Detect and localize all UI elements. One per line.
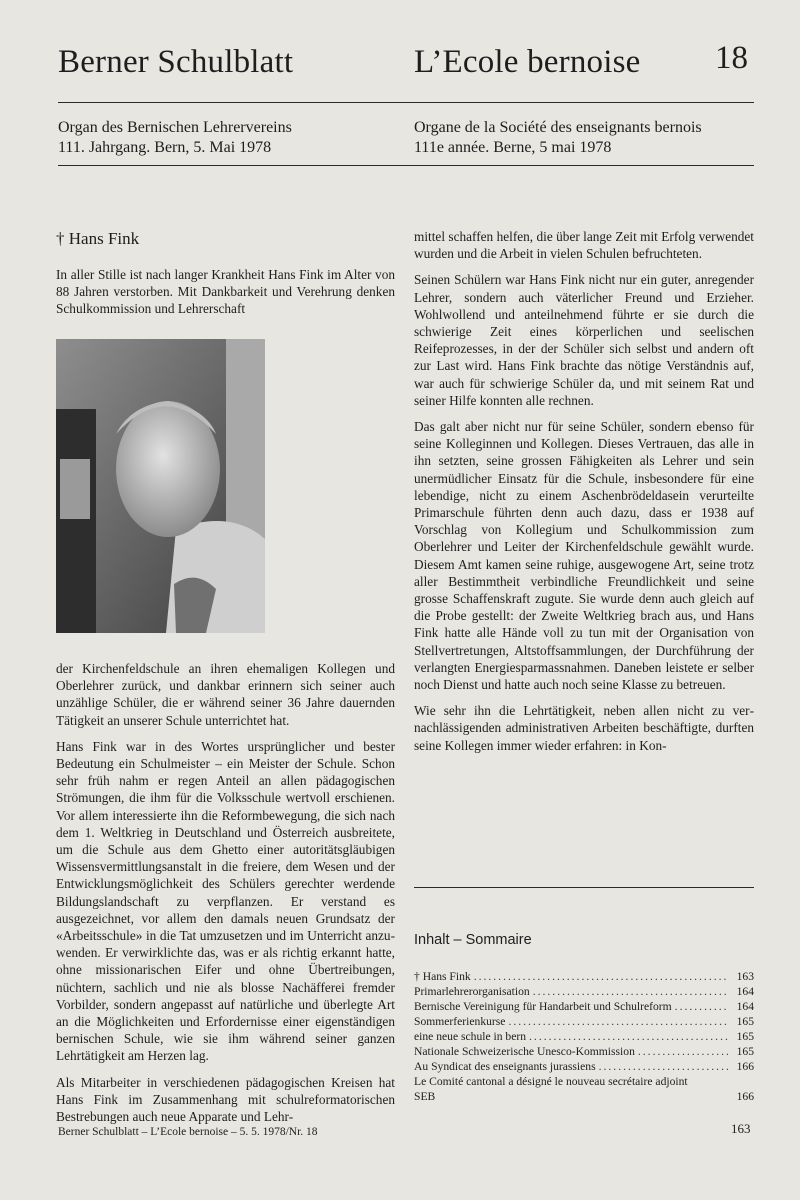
toc-entry-title: Nationale Schweizerische Unesco-Kommission [414,1045,635,1058]
toc-leader [675,999,729,1014]
toc-leader [508,1014,729,1029]
toc-leader [599,1059,729,1074]
footer-citation: Berner Schulblatt – L’Ecole bernoise – 5. 5. 1978/Nr. 18 [58,1126,318,1138]
masthead-title-de: Berner Schulblatt [58,44,294,80]
issue-number: 18 [715,40,748,76]
toc-entry-page: 165 [736,1030,754,1043]
subheader-de-line2: 111. Jahrgang. Bern, 5. Mai 1978 [58,139,272,156]
article-headline: † Hans Fink [56,229,140,248]
subheader-de-line1: Organ des Bernischen Lehrervereins [58,119,292,136]
toc-entry-page: 166 [736,1060,754,1073]
right-paragraph-2: Seinen Schülern war Hans Fink nicht nur ein guter, anregender Lehrer, sondern auch väterlicher Freund und Erzieher. Wohlwollend und anteilnehmend führte er sie durch die schwierige Zeit eines körperlichen und seelischen Reifeprozesses, in der der Schüler sich selbst und andern oft zur Last wird. Hans Fink brachte das nötige Verständnis auf, war auch für schwierige Schüler da, und mit seinem Rat und seiner Hilfe konnten alle rechnen. [414,272,754,408]
portrait-image [56,339,265,633]
masthead-title-fr: L’Ecole bernoise [414,44,641,80]
right-paragraph-3: Das galt aber nicht nur für seine Schüler, sondern ebenso für seine Kolleginnen und Kollegen. Dieses Vertrauen, das alle in ihn setzten, seine grossen Fähigkeiten als Lehrer und sein unermüdlicher Einsatz für die Schule, insbesondere für eine lebendige, nicht zu einem Aschenbrödeldasein verurteilte Primarschule führten denn auch dazu, dass er 1938 auf Vorschlag von Kollegium und Schulkommission zum Oberlehrer und Leiter der Kirchenfeldschule gewählt wurde. Diesem Amt kamen seine ruhige, ausgewogene Art, seine trotz aller Bestimmtheit verbindliche Freundlichkeit und seine grosse Schaffenskraft zugute. Sie wurde denn auch gleich auf die Probe gestellt: der Zweite Weltkrieg brach aus, und Hans Fink hatte alle Hände voll zu tun mit der Organisation von Stellvertretungen, Altstoffsammlungen, der Durchführung der verlangten Energiesparmassnahmen. Daneben leistete er selber noch Dienst und hatte auch noch seine Klasse zu betreuen. [414,419,754,693]
subheader-fr [414,118,702,158]
toc-entry[interactable] [414,1074,754,1104]
toc-entry-page: 165 [736,1045,754,1058]
footer-page-number: 163 [731,1121,751,1136]
toc-entry[interactable] [414,1029,754,1044]
left-paragraph-3: Als Mitarbeiter in verschiedenen pädagogischen Kreisen hat Hans Fink im Zusammenhang mit schulreformatorischen Bestrebungen auch neue Apparate und Lehr- [56,1074,395,1125]
toc-entry-page: 165 [736,1015,754,1028]
toc-entry-title: Le Comité cantonal a désigné le nouveau secrétaire adjoint SEB [414,1075,688,1103]
article-left-column [56,660,395,1134]
left-paragraph-1: der Kirchenfeldschule an ihren ehemaligen Kollegen und Oberlehrer zurück, und dankbar erinnern sich seiner auch unzählige Schüler, die er während seiner 36 Jahre dauernden Tätigkeit an unserer Schule unterrichtet hat. [56,661,395,728]
toc-entry[interactable] [414,999,754,1014]
portrait-photo [56,339,265,633]
toc-entry-page: 164 [736,1000,754,1013]
toc-entry[interactable] [414,1014,754,1029]
toc-entry-page: 164 [736,985,754,998]
toc-entry[interactable] [414,1059,754,1074]
article-lead [56,266,395,327]
toc-list [414,969,754,1104]
toc-leader [638,1044,729,1059]
subheader-fr-line1: Organe de la Société des enseignants bernois [414,119,702,136]
toc-leader [533,984,729,999]
subheader-de [58,118,292,158]
masthead-rule [58,102,754,103]
toc-entry-title: Sommerferienkurse [414,1015,506,1028]
right-paragraph-4: Wie sehr ihn die Lehrtätigkeit, neben allen nicht zu vernachlässigenden administrativen Arbeiten beschäftigte, durften seine Kollegen immer wieder erfahren: in Kon- [414,703,754,753]
toc-entry-title: Au Syndicat des enseignants jurassiens [414,1060,596,1073]
toc-entry-page: 163 [736,970,754,983]
toc-leader [529,1029,729,1044]
toc-entry-title: eine neue schule in bern [414,1030,527,1043]
toc-title: Inhalt – Sommaire [414,932,532,948]
toc-entry-page: 166 [736,1090,754,1103]
right-paragraph-1: mittel schaffen helfen, die über lange Zeit mit Erfolg verwendet wurden und die Arbeit in vielen Schulen befruchteten. [414,229,754,262]
toc-entry[interactable] [414,1044,754,1059]
left-paragraph-2: Hans Fink war in des Wortes ursprünglicher und bester Bedeutung ein Schulmeister – ein Meister der Schule. Schon sehr früh nahm er regen Anteil an allen pädagogischen Strömungen, die ihm für die Volksschule wertvoll erschienen. Vor allem interessierte ihn die Reformbewegung, die sich nach dem 1. Weltkrieg in Deutschland und Österreich ausbreitete, um die Schule aus dem Ghetto einer autoritätsgläubigen Wissensvermittlungsanstalt in die freiere, dem Wesen und der Entwicklungsmöglichkeit des Schülers gerechter werdende Bildungslandschaft zu verpflanzen. Er verstand es ausgezeichnet, vor allem den damals neuen Grundsatz der «Arbeitsschule» in die Tat umzusetzen und im Unterricht anzuwenden. Er verwirklichte das, was er als richtig erkannt hatte, ohne missionarischen Eifer und ohne Übertreibungen, nüchtern, sachlich und nie als blosse Nachäfferei fremder Vorbilder, sondern angepasst auf natürliche und überlegte Art an die Möglichkeiten und Erfordernisse einer eigenständigen bernischen Schule, wie sie ihm während seiner ganzen Lehrtätigkeit am Herzen lag. [56,738,395,1064]
toc-rule [414,887,754,888]
toc-entry-title: Bernische Vereinigung für Handarbeit und Schulreform [414,1000,672,1013]
toc-leader [474,969,729,984]
toc-entry[interactable] [414,969,754,984]
lead-paragraph: In aller Stille ist nach langer Krankheit Hans Fink im Alter von 88 Jahren verstorben. Mit Dankbarkeit und Verehrung denken Schulkommission und Lehrerschaft [56,267,395,317]
subheader-rule [58,165,754,166]
subheader-fr-line2: 111e année. Berne, 5 mai 1978 [414,139,612,156]
toc-entry[interactable] [414,984,754,999]
toc-entry-title: † Hans Fink [414,970,471,983]
article-right-column [414,228,754,763]
toc-entry-title: Primarlehrerorganisation [414,985,530,998]
